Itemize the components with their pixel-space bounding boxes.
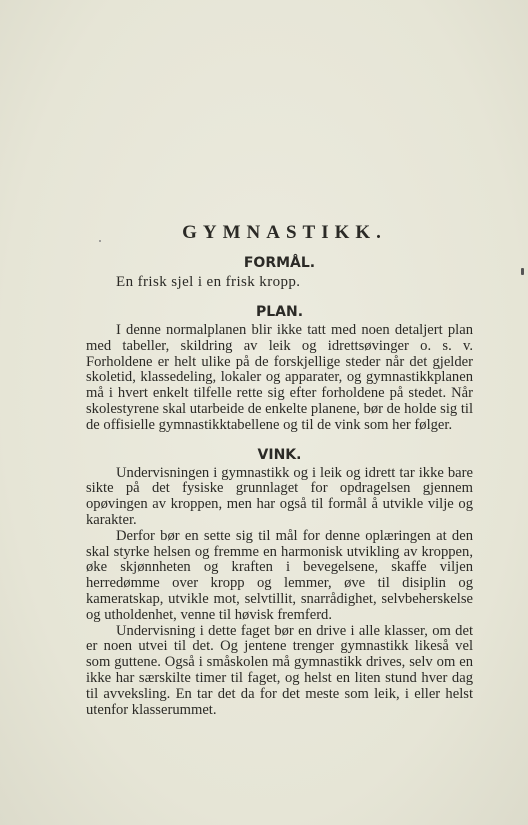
vink-heading: VINK.: [257, 446, 302, 463]
section-plan: [86, 303, 473, 434]
plan-heading: PLAN.: [255, 304, 304, 320]
formal-heading: FORMÅL.: [243, 255, 316, 271]
paper-speck: [521, 268, 524, 275]
section-vink: [86, 446, 473, 719]
vink-paragraph-1: Undervisningen i gymnastikk og i leik og idrett tar ikke bare sikte på det fysiske grunnlaget for opdragelsen gjennem opøvingen av kroppen, men har også til formål å utvikle vilje og karakter.: [86, 464, 473, 528]
page-title: GYMNASTIKK.: [182, 222, 387, 243]
section-formal: [86, 254, 473, 291]
text-block: [86, 222, 473, 730]
motto: En frisk sjel i en frisk kropp.: [116, 274, 301, 290]
plan-paragraph: I denne normalplanen blir ikke tatt med noen detaljert plan med tabeller, skildring av leik og idrettsøvinger o. s. v. Forholdene er helt ulike på de forskjellige steder når det gjelder skoletid, klassedeling, lokaler og apparater, og gymnastikkplanen må i hvert enkelt tilfelle rette sig efter forholdene på stedet. Når skolestyrene skal utarbeide de enkelte planene, bør de holde sig til de offisielle gymnastikktabellene og til de vink som her følger.: [86, 322, 474, 433]
vink-paragraph-3: Undervisning i dette faget bør en drive i alle klasser, om det er noen utvei til det. Og jentene trenger gymnastikk likeså vel som guttene. Også i småskolen må gymnastikk drives, selv om en ikke har særskilte timer til faget, og helst en liten stund hver dag til avveksling. En tar det da for det meste som leik, i eller helst utenfor klasserummet.: [86, 622, 473, 718]
vink-paragraph-2: Derfor bør en sette sig til mål for denne oplæringen at den skal styrke helsen og fremme en harmonisk utvikling av kroppen, øke skjønnheten og kraften i bevegelsene, skaffe viljen herredømme over kropp og lemmer, øve til disiplin og kameratskap, utvikle mot, selvtillit, snarrådighet, selvbeherskelse og utholdenhet, venne til høvisk fremferd.: [86, 527, 473, 623]
